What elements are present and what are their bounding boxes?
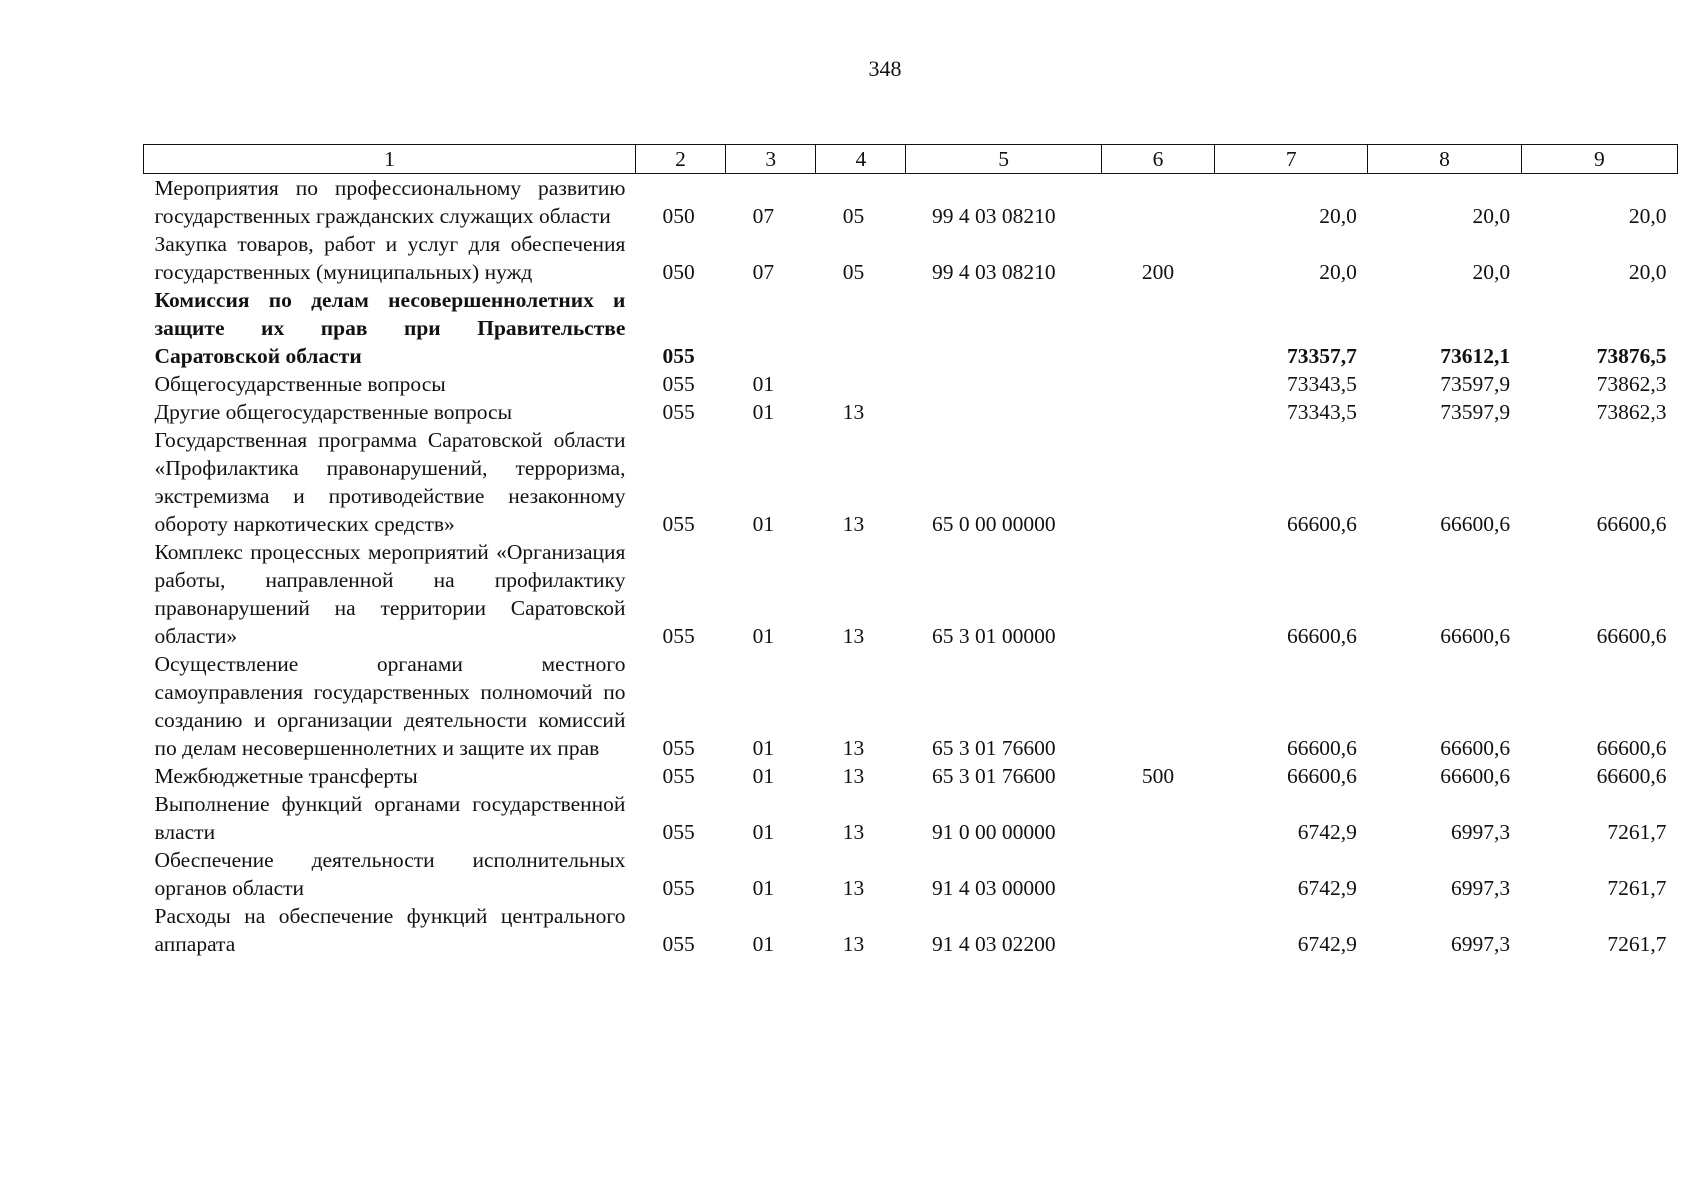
header-col-7: 7 [1215, 145, 1368, 174]
header-col-3: 3 [726, 145, 816, 174]
row-subsection-code: 13 [842, 512, 865, 536]
row-expense-type [1101, 790, 1214, 846]
row-section-code: 07 [752, 260, 775, 284]
row-target-article [906, 286, 1101, 370]
row-amount-year-1: 66600,6 [1286, 624, 1357, 648]
row-amount-year-2: 66600,6 [1440, 736, 1511, 760]
row-amount-year-3: 66600,6 [1596, 624, 1667, 648]
row-section-code: 01 [752, 512, 775, 536]
header-col-9: 9 [1521, 145, 1677, 174]
table-row [144, 286, 1678, 370]
table-row [144, 370, 1678, 398]
row-amount-year-1: 6742,9 [1297, 876, 1357, 900]
table-row [144, 650, 1678, 762]
row-target-article: 99 4 03 08210 [931, 260, 1056, 284]
row-amount-year-2: 73597,9 [1440, 400, 1511, 424]
row-target-article [906, 398, 1101, 426]
row-amount-year-2: 73612,1 [1440, 344, 1511, 368]
row-target-article: 91 4 03 02200 [931, 932, 1056, 956]
row-expense-type: 200 [1141, 260, 1175, 284]
row-name: Выполнение функций органами государственной власти [154, 792, 626, 844]
table-row [144, 762, 1678, 790]
row-amount-year-2: 6997,3 [1451, 932, 1511, 956]
row-name: Обеспечение деятельности исполнительных органов области [154, 848, 626, 900]
row-amount-year-3: 7261,7 [1607, 820, 1667, 844]
header-col-1: 1 [144, 145, 636, 174]
row-amount-year-2: 20,0 [1472, 204, 1511, 228]
row-amount-year-1: 6742,9 [1297, 820, 1357, 844]
header-col-2: 2 [635, 145, 725, 174]
row-amount-year-3: 7261,7 [1607, 932, 1667, 956]
table-row [144, 426, 1678, 538]
row-subsection-code: 13 [842, 820, 865, 844]
row-section-code: 01 [752, 932, 775, 956]
row-ministry-code: 050 [662, 260, 695, 284]
row-expense-type [1101, 370, 1214, 398]
row-expense-type [1101, 538, 1214, 650]
row-section-code: 01 [752, 400, 775, 424]
row-name: Закупка товаров, работ и услуг для обеспечения государственных (муниципальных) нужд [154, 232, 626, 284]
row-amount-year-1: 6742,9 [1297, 932, 1357, 956]
row-target-article: 65 3 01 76600 [931, 764, 1056, 788]
row-subsection-code: 13 [842, 400, 865, 424]
row-subsection-code: 13 [842, 624, 865, 648]
row-section-code: 07 [752, 204, 775, 228]
row-name: Другие общегосударственные вопросы [154, 400, 513, 424]
row-amount-year-1: 73343,5 [1286, 372, 1357, 396]
row-amount-year-2: 66600,6 [1440, 624, 1511, 648]
row-subsection-code: 13 [842, 764, 865, 788]
table-row [144, 902, 1678, 958]
row-ministry-code: 050 [662, 204, 695, 228]
row-ministry-code: 055 [662, 932, 695, 956]
row-subsection-code: 13 [842, 932, 865, 956]
row-subsection-code: 13 [842, 876, 865, 900]
table-row [144, 846, 1678, 902]
row-amount-year-3: 73862,3 [1596, 372, 1667, 396]
row-name: Мероприятия по профессиональному развитию государственных гражданских служащих области [154, 176, 626, 228]
row-expense-type [1101, 650, 1214, 762]
row-subsection-code [816, 370, 906, 398]
row-target-article: 65 0 00 00000 [931, 512, 1056, 536]
row-section-code: 01 [752, 876, 775, 900]
row-target-article: 91 0 00 00000 [931, 820, 1056, 844]
row-name: Осуществление органами местного самоуправления государственных полномочий по созданию и организации деятельности комиссий по делам несовершеннолетних и защите их прав [154, 652, 626, 760]
row-amount-year-2: 66600,6 [1440, 512, 1511, 536]
row-ministry-code: 055 [662, 344, 695, 368]
row-amount-year-3: 66600,6 [1596, 512, 1667, 536]
row-amount-year-2: 20,0 [1472, 260, 1511, 284]
row-ministry-code: 055 [662, 764, 695, 788]
row-amount-year-1: 20,0 [1319, 204, 1357, 228]
header-col-4: 4 [816, 145, 906, 174]
row-section-code [726, 286, 816, 370]
row-ministry-code: 055 [662, 820, 695, 844]
table-row [144, 174, 1678, 231]
row-section-code: 01 [752, 820, 775, 844]
row-name: Межбюджетные трансферты [154, 764, 418, 788]
row-expense-type: 500 [1141, 764, 1175, 788]
row-name: Комиссия по делам несовершеннолетних и защите их прав при Правительстве Саратовской области [154, 288, 626, 368]
header-col-8: 8 [1368, 145, 1521, 174]
row-amount-year-3: 73876,5 [1596, 344, 1667, 368]
table-row [144, 398, 1678, 426]
row-ministry-code: 055 [662, 876, 695, 900]
row-amount-year-3: 66600,6 [1596, 764, 1667, 788]
row-amount-year-2: 66600,6 [1440, 764, 1511, 788]
row-amount-year-1: 66600,6 [1286, 736, 1357, 760]
row-amount-year-3: 66600,6 [1596, 736, 1667, 760]
row-amount-year-1: 73357,7 [1286, 344, 1357, 368]
row-amount-year-1: 66600,6 [1286, 512, 1357, 536]
row-subsection-code: 13 [842, 736, 865, 760]
row-name: Государственная программа Саратовской области «Профилактика правонарушений, терроризма, экстремизма и противодействие незаконному обороту наркотических средств» [154, 428, 626, 536]
row-ministry-code: 055 [662, 736, 695, 760]
row-amount-year-1: 20,0 [1319, 260, 1357, 284]
row-name: Комплекс процессных мероприятий «Организация работы, направленной на профилактику правонарушений на территории Саратовской области» [154, 540, 626, 648]
row-expense-type [1101, 902, 1214, 958]
row-target-article: 99 4 03 08210 [931, 204, 1056, 228]
row-ministry-code: 055 [662, 400, 695, 424]
row-section-code: 01 [752, 372, 775, 396]
row-subsection-code: 05 [842, 260, 865, 284]
row-expense-type [1101, 174, 1214, 231]
header-row [144, 145, 1678, 174]
row-section-code: 01 [752, 764, 775, 788]
row-amount-year-3: 20,0 [1628, 204, 1667, 228]
table-body [144, 174, 1678, 959]
row-expense-type [1101, 426, 1214, 538]
row-amount-year-1: 66600,6 [1286, 764, 1357, 788]
budget-table [143, 144, 1678, 958]
row-target-article: 65 3 01 00000 [931, 624, 1056, 648]
row-name: Общегосударственные вопросы [154, 372, 446, 396]
page-number: 348 [868, 56, 902, 81]
row-amount-year-3: 73862,3 [1596, 400, 1667, 424]
row-amount-year-1: 73343,5 [1286, 400, 1357, 424]
table-row [144, 790, 1678, 846]
row-ministry-code: 055 [662, 372, 695, 396]
row-expense-type [1101, 286, 1214, 370]
row-subsection-code [816, 286, 906, 370]
header-col-5: 5 [906, 145, 1101, 174]
row-amount-year-2: 73597,9 [1440, 372, 1511, 396]
row-expense-type [1101, 398, 1214, 426]
table-row [144, 538, 1678, 650]
row-target-article: 91 4 03 00000 [931, 876, 1056, 900]
row-expense-type [1101, 846, 1214, 902]
header-col-6: 6 [1101, 145, 1214, 174]
row-section-code: 01 [752, 624, 775, 648]
row-name: Расходы на обеспечение функций центрального аппарата [154, 904, 626, 956]
table-row [144, 230, 1678, 286]
row-target-article: 65 3 01 76600 [931, 736, 1056, 760]
row-amount-year-2: 6997,3 [1451, 820, 1511, 844]
row-ministry-code: 055 [662, 624, 695, 648]
row-ministry-code: 055 [662, 512, 695, 536]
row-subsection-code: 05 [842, 204, 865, 228]
row-section-code: 01 [752, 736, 775, 760]
table-header [144, 145, 1678, 174]
row-target-article [906, 370, 1101, 398]
row-amount-year-3: 20,0 [1628, 260, 1667, 284]
row-amount-year-3: 7261,7 [1607, 876, 1667, 900]
row-amount-year-2: 6997,3 [1451, 876, 1511, 900]
